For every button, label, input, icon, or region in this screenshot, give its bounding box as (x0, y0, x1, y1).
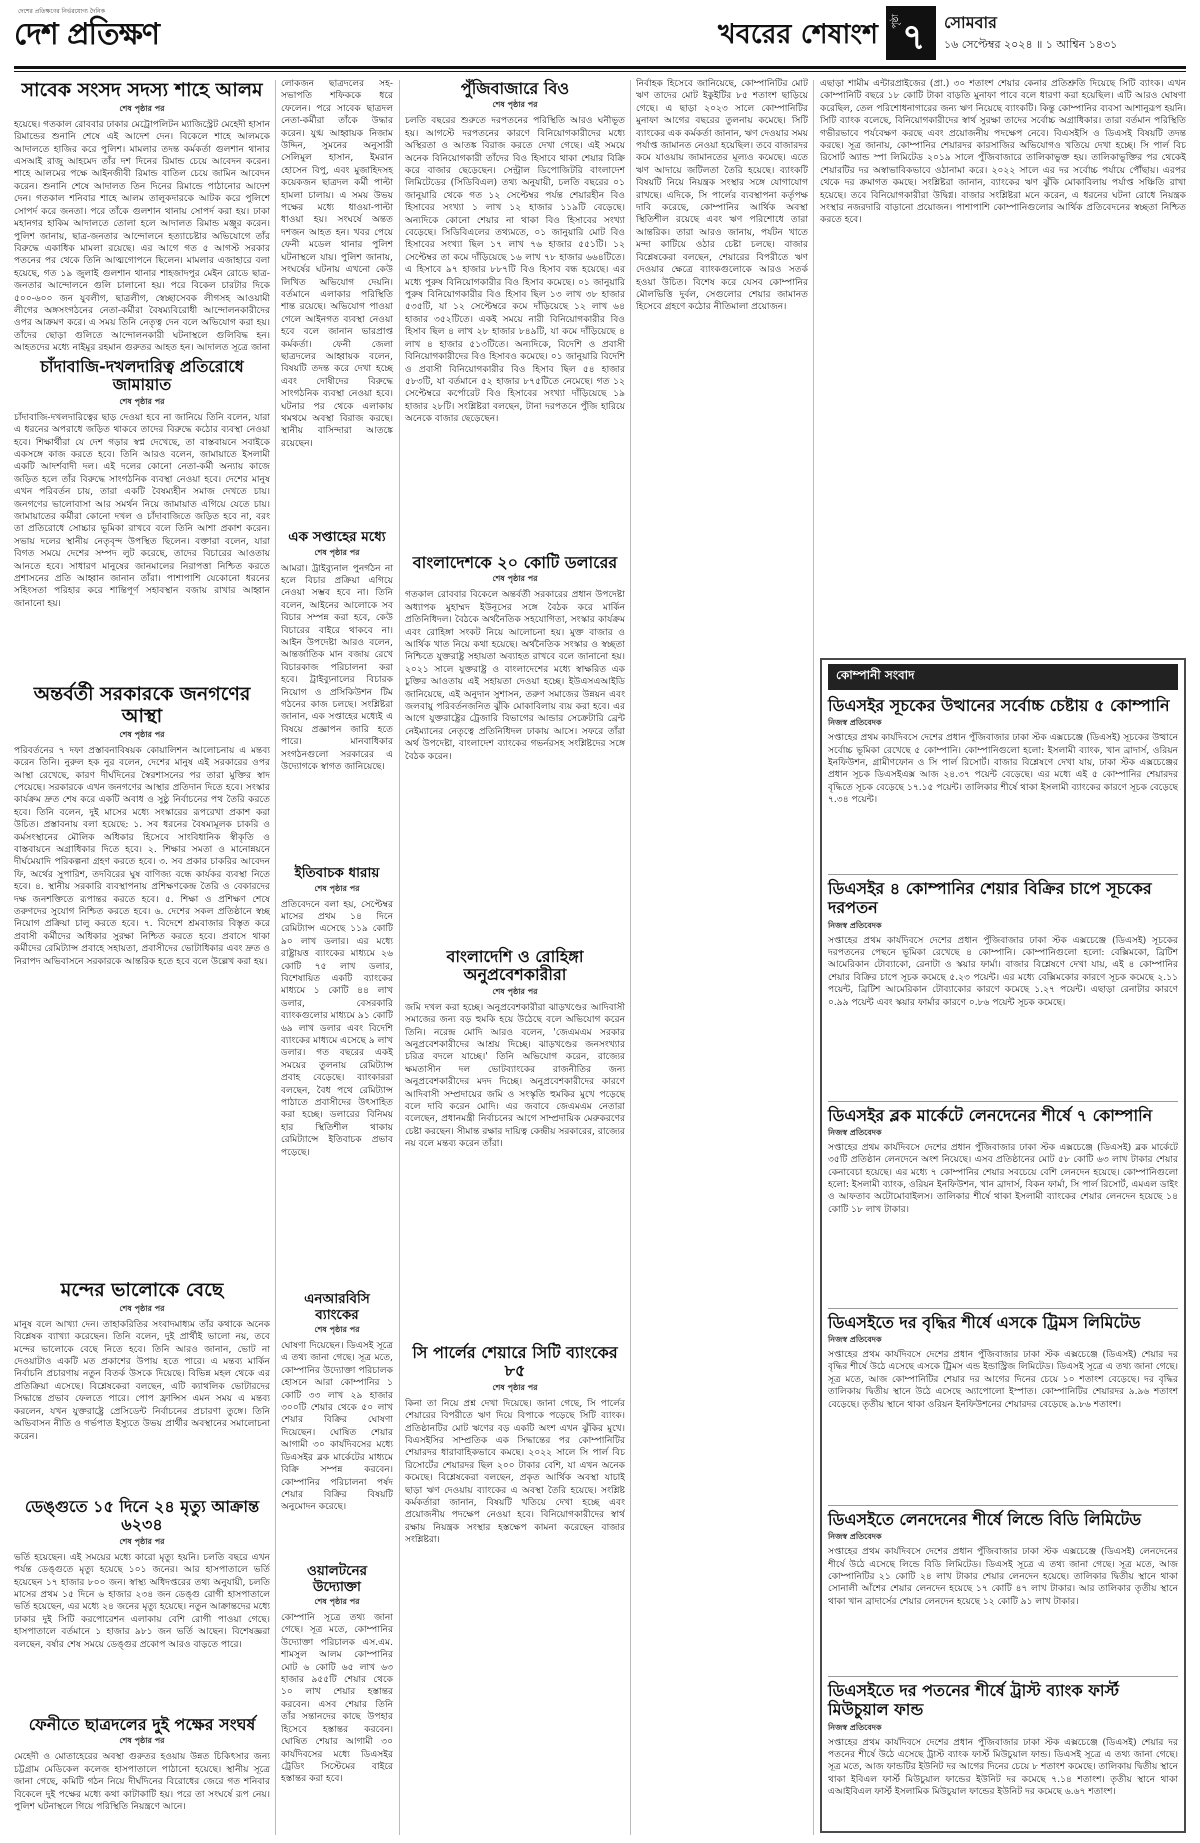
article-headline[interactable]: বাংলাদেশি ও রোহিঙ্গা অনুপ্রবেশকারীরা (446, 947, 584, 985)
news-byline: নিজস্ব প্রতিবেদক (828, 1127, 882, 1137)
news-byline: নিজস্ব প্রতিবেদক (828, 718, 882, 728)
jump-line: শেষ পৃষ্ঠার পর (119, 1536, 165, 1546)
article-headline[interactable]: মন্দের ভালোকে বেছে (60, 1279, 224, 1301)
article-body: জমি দখল করা হচ্ছে। অনুপ্রবেশকারীরা ঝাড়খণ্ডের আদিবাসী সমাজের জন্য বড় হুমকি হয়ে উঠেছে বলে অভিযোগ করেন তিনি। নরেন্দ্র মোদি আরও বলেন, 'জেএমএম সরকার অনুপ্রবেশকারীদের আশ্রয় দিচ্ছে। ঝাড়খণ্ডের জনসংখ্যার চরিত্র বদলে যাচ্ছে।' তিনি অভিযোগ করেন, রাজ্যের ক্ষমতাসীন দল ভোটব্যাংকের রাজনীতির জন্য অনুপ্রবেশকারীদের মদদ দিচ্ছে। অনুপ্রবেশকারীদের কারণে আদিবাসী সম্প্রদায়ের জমি ও সংস্কৃতি হুমকির মুখে পড়েছে বলে দাবি করেন মোদি। এর জবাবে জেএমএম নেতারা বলেছেন, প্রধানমন্ত্রী নির্বাচনের আগে সাম্প্রদায়িক মেরুকরণের চেষ্টা করছেন। সীমান্ত রক্ষার দায়িত্ব কেন্দ্রীয় সরকারের, রাজ্যের নয় বলে মন্তব্য করেন তাঁরা। (405, 1002, 625, 1150)
company-news-item[interactable] (828, 696, 1178, 868)
news-byline: নিজস্ব প্রতিবেদক (828, 1722, 882, 1732)
masthead-rule (14, 66, 1186, 69)
company-news-item[interactable] (828, 1681, 1178, 1833)
article-bo-accounts[interactable] (405, 80, 625, 548)
article-headline[interactable]: চাঁদাবাজি-দখলদারিত্ব প্রতিরোধে জামায়াত (40, 357, 244, 395)
article-body: চাঁদাবাজি-দখলদারিত্বের ছাড় দেওয়া হবে না জানিয়ে তিনি বলেন, যারা এ ধরনের অপরাধে জড়িত থাকবে তাদের বিরুদ্ধে কঠোর ব্যবস্থা নেওয়া হবে। শিক্ষার্থীরা যে দেশ গড়ার স্বপ্ন দেখেছে, তা বাস্তবায়নে সবাইকে একসঙ্গে কাজ করতে হবে। তিনি আরও বলেন, জামায়াতে ইসলামী একটি আদর্শবাদী দল। এই দলের কোনো নেতা-কর্মী অন্যায় কাজে জড়িত হলে তাঁর বিরুদ্ধে সাংগঠনিক ব্যবস্থা নেওয়া হবে। দেশের মানুষ এখন পরিবর্তন চায়, তারা একটি বৈষম্যহীন সমাজ দেখতে চায়। জনগণের ভালোবাসা আর সমর্থন নিয়ে জামায়াত এগিয়ে যেতে চায়। জামায়াতের কর্মীরা কোনো দখল ও চাঁদাবাজিতে জড়িত হবে না, বরং তা প্রতিরোধে সোচ্চার ভূমিকা রাখবে বলে তিনি আশা প্রকাশ করেন। সভায় দলের স্থানীয় নেতৃবৃন্দ উপস্থিত ছিলেন। বক্তারা বলেন, যারা বিগত সময়ে দেশের সম্পদ লুট করেছে, তাদের বিচারের আওতায় আনতে হবে। সাধারণ মানুষের জানমালের নিরাপত্তা নিশ্চিত করতে প্রশাসনের প্রতি আহ্বান জানান তাঁরা। পাশাপাশি যেকোনো ধরনের সহিংসতা পরিহার করে শান্তিপূর্ণ সহাবস্থান বজায় রাখার আহ্বান জানানো হয়। (14, 412, 270, 609)
jump-line: শেষ পৃষ্ঠার পর (314, 883, 360, 893)
article-body: মেহেদী ও মোতাহেরের অবস্থা গুরুতর হওয়ায় উন্নত চিকিৎসার জন্য চট্টগ্রাম মেডিকেল কলেজ হাসপাতালে পাঠানো হয়েছে। স্থানীয় সূত্রে জানা গেছে, কমিটি গঠন নিয়ে দীর্ঘদিনের বিরোধের জেরে গত শনিবার বিকেলে দুই পক্ষের মধ্যে কথা কাটাকাটি হয়। পরে তা সংঘর্ষে রূপ নেয়। পুলিশ ঘটনাস্থলে গিয়ে পরিস্থিতি নিয়ন্ত্রণে আনে। (14, 1752, 270, 1813)
page-number: ৭ (902, 17, 926, 58)
jump-line: শেষ পৃষ্ঠার পর (492, 986, 538, 996)
news-separator (828, 1101, 1178, 1102)
company-news-box (820, 658, 1186, 1833)
article-body: গতকাল রোববার বিকেলে অন্তর্বর্তী সরকারের প্রধান উপদেষ্টা অধ্যাপক মুহাম্মদ ইউনূসের সঙ্গে বৈঠক করে মার্কিন প্রতিনিধিদল। বৈঠকে অর্থনৈতিক সহযোগিতা, সংস্কার কার্যক্রম এবং রোহিঙ্গা সংকট নিয়ে আলোচনা হয়। মুক্ত বাজার ও আর্থিক খাত নিয়ে কথা হয়েছে। অর্থনৈতিক সংস্কার ও স্বচ্ছতা নিশ্চিতে যুক্তরাষ্ট্র সহায়তা অব্যাহত রাখবে বলে জানানো হয়। ২০২১ সালে যুক্তরাষ্ট্র ও বাংলাদেশের মধ্যে স্বাক্ষরিত এক চুক্তির আওতায় এই সহায়তা দেওয়া হচ্ছে। ইউএসএআইডি জানিয়েছে, এই অনুদান সুশাসন, তরুণ সমাজের উন্নয়ন এবং জলবায়ু পরিবর্তনজনিত ঝুঁকি মোকাবিলায় ব্যয় করা হবে। এর আগে যুক্তরাষ্ট্রের ট্রেজারি বিভাগের আন্ডার সেক্রেটারি ব্রেন্ট নেইম্যানের নেতৃত্বে প্রতিনিধিদল ঢাকায় আসে। সফরে তাঁরা অর্থ উপদেষ্টা, বাংলাদেশ ব্যাংকের গভর্নরসহ সংশ্লিষ্টদের সঙ্গে বৈঠক করেন। (405, 590, 625, 762)
article-headline[interactable]: ওয়ালটনের উদ্যোক্তা (306, 1563, 368, 1595)
article-sea-pearl-continued[interactable] (636, 78, 808, 646)
news-body: সপ্তাহের প্রথম কার্যদিবসে দেশের প্রধান পুঁজিবাজার ঢাকা স্টক এক্সচেঞ্জে (ডিএসই) সূচকের উত্থানে সর্বোচ্চ ভূমিকা রেখেছে ৫ কোম্পানি। কোম্পানিগুলো হলো: ইসলামী ব্যাংক, খান ব্রাদার্স, ওরিয়ন ইনফিউশন, গ্রামীণফোন ও সি পার্ল রিসোর্ট। বাজার বিশ্লেষণে দেখা যায়, ঢাকা স্টক এক্সচেঞ্জের প্রধান সূচক ডিএসইএক্স আজ ২৪.৩৭ পয়েন্ট বেড়েছে। এর মধ্যে এই ৫ কোম্পানির শেয়ারদর বৃদ্ধিতে সূচক বেড়েছে ১৭.১৫ পয়েন্ট। তালিকার শীর্ষে থাকা ইসলামী ব্যাংকের কারণে সূচক বেড়েছে ৭.৩৪ পয়েন্ট। (828, 733, 1178, 806)
news-byline: নিজস্ব প্রতিবেদক (828, 1532, 882, 1542)
news-body: সপ্তাহের প্রথম কার্যদিবসে দেশের প্রধান পুঁজিবাজার ঢাকা স্টক এক্সচেঞ্জে (ডিএসই) ব্লক মার্কেটে ৩৫টি প্রতিষ্ঠান লেনদেনে অংশ নিয়েছে। এসব প্রতিষ্ঠানের মোট ৫৮ কোটি ৬৩ লাখ টাকার শেয়ার কেনাবেচা হয়েছে। এর মধ্যে ৭ কোম্পানির শেয়ার সবচেয়ে বেশি লেনদেন হয়েছে। কোম্পানিগুলো হলো: ইসলামী ব্যাংক, ওরিয়ন ইনফিউশন, খান ব্রাদার্স, বিকন ফার্মা, সি পার্ল রিসোর্ট, এমএল ডাইং ও আফতাব অটোমোবাইলস। তালিকার শীর্ষে থাকা ইসলামী ব্যাংকের শেয়ার লেনদেন হয়েছে ১৪ কোটি ১৮ লাখ টাকার। (828, 1142, 1178, 1215)
dateline-date: ১৬ সেপ্টেম্বর ২০২৪ ॥ ১ আশ্বিন ১৪৩১ (944, 38, 1118, 51)
article-headline[interactable]: ডেঙ্গুতে ১৫ দিনে ২৪ মৃত্যু আক্রান্ত ৬২৩৪ (24, 1497, 260, 1535)
article-interim-govt[interactable] (14, 684, 270, 1274)
section-title: খবরের শেষাংশ (718, 19, 878, 50)
news-headline[interactable]: ডিএসইতে লেনদেনের শীর্ষে লিন্ডে বিডি লিমিটেড (828, 1509, 1142, 1529)
jump-line: শেষ পৃষ্ঠার পর (119, 103, 165, 113)
article-lesser-evil[interactable] (14, 1280, 270, 1492)
article-walton-sponsor[interactable] (281, 1564, 393, 1833)
jump-line: শেষ পৃষ্ঠার পর (314, 547, 360, 557)
article-sea-pearl[interactable] (405, 1344, 625, 1833)
article-body: এছাড়া শামীম এন্টারপ্রাইজের (প্রা.) ৩০ শতাংশ শেয়ার কেনার প্রতিশ্রুতি দিয়েছে সিটি ব্যাংক। এখন কোম্পানিটি বছরে ১৮ কোটি টাকা বাড়তি মুনাফা পাবে বলে ধারণা করা হয়েছিল। এটি আরও ঘোষণা করেছিল, তেল পরিশোধনাগারের জন্য ঋণ নিয়েছে ব্যাংকটি। কিন্তু কোম্পানির ব্যবসা আশানুরূপ হয়নি। সিটি ব্যাংক বলেছে, বিনিয়োগকারীদের স্বার্থ সুরক্ষা তাদের সর্বোচ্চ অগ্রাধিকার। তারা বর্তমান পরিস্থিতি গভীরভাবে পর্যবেক্ষণ করছে এবং প্রয়োজনীয় পদক্ষেপ নেবে। বিএসইসি ও ডিএসই বিষয়টি তদন্ত করছে। সূত্র জানায়, কোম্পানির শেয়ারদর কারসাজির অভিযোগও খতিয়ে দেখা হচ্ছে। সি পার্ল বিচ রিসোর্ট অ্যান্ড স্পা লিমিটেড ২০১৯ সালে পুঁজিবাজারে তালিকাভুক্ত হয়। তালিকাভুক্তির পর থেকেই শেয়ারটির দর অস্বাভাবিকভাবে ওঠানামা করে। ২০২২ সালে এর দর সর্বোচ্চ পর্যায়ে পৌঁছায়। এরপর থেকে দর ক্রমাগত কমছে। সংশ্লিষ্টরা জানান, ব্যাংকের ঋণ ঝুঁকি মোকাবিলায় পর্যাপ্ত সঞ্চিতি রাখা হয়েছে। তবে বিনিয়োগকারীরা উদ্বিগ্ন। বাজার সংশ্লিষ্টরা মনে করেন, এ ধরনের ঘটনা রোধে নিয়ন্ত্রক সংস্থার নজরদারি বাড়ানো প্রয়োজন। পাশাপাশি কোম্পানিগুলোর আর্থিক প্রতিবেদনের স্বচ্ছতা নিশ্চিত করতে হবে। (820, 79, 1186, 226)
article-body: কিনা তা নিয়ে প্রশ্ন দেখা দিয়েছে। জানা গেছে, সি পার্লের শেয়ারের বিপরীতে ঋণ দিয়ে বিপাকে পড়েছে সিটি ব্যাংক। প্রতিষ্ঠানটির মোট ঋণের বড় একটি অংশ এখন ঝুঁকির মুখে। বিএসইসির সাম্প্রতিক এক সিদ্ধান্তের পর কোম্পানিটির শেয়ারদর ধারাবাহিকভাবে কমছে। ২০২২ সালে সি পার্ল বিচ রিসোর্টের শেয়ারদর ছিল ২০০ টাকার বেশি, যা এখন অনেক কমেছে। বিশ্লেষকেরা বলছেন, প্রকৃত আর্থিক অবস্থা যাচাই ছাড়া ঋণ দেওয়ায় ব্যাংকের এ অবস্থা তৈরি হয়েছে। সংশ্লিষ্ট কর্মকর্তারা জানান, বিষয়টি খতিয়ে দেখা হচ্ছে এবং প্রয়োজনীয় পদক্ষেপ নেওয়া হবে। বিনিয়োগকারীদের স্বার্থ রক্ষায় নিয়ন্ত্রক সংস্থার হস্তক্ষেপ কামনা করেছেন বাজার সংশ্লিষ্টরা। (405, 1398, 625, 1546)
company-news-item[interactable] (828, 879, 1178, 1094)
news-separator (828, 1676, 1178, 1677)
article-headline[interactable]: ফেনীতে ছাত্রদলের দুই পক্ষের সংঘর্ষ (28, 1715, 256, 1734)
article-body: কোম্পানি সূত্রে তথ্য জানা গেছে। সূত্র মতে, কোম্পানির উদ্যোক্তা পরিচালক এস.এম. শামসুল আলম কোম্পানির মোট ৬ কোটি ৬৫ লাখ ৬৩ হাজার ৯৫৫টি শেয়ার থেকে ১০ লাখ শেয়ার হস্তান্তর করবেন। এসব শেয়ার তিনি তাঁর সন্তানদের কাছে উপহার হিসেবে হস্তান্তর করবেন। ঘোষিত শেয়ার আগামী ৩০ কার্যদিবসের মধ্যে ডিএসইর ট্রেডিং সিস্টেমের বাইরে হস্তান্তর করা হবে। (281, 1613, 393, 1785)
article-positive-trend[interactable] (281, 866, 393, 1286)
news-separator (828, 874, 1178, 875)
column-divider (399, 80, 400, 1835)
news-byline: নিজস্ব প্রতিবেদক (828, 1334, 882, 1344)
column-divider (275, 80, 276, 1835)
dateline-day: সোমবার (944, 13, 997, 32)
page-number-box (886, 6, 936, 60)
news-body: সপ্তাহের প্রথম কার্যদিবসে দেশের প্রধান পুঁজিবাজার ঢাকা স্টক এক্সচেঞ্জে (ডিএসই) শেয়ার দর বৃদ্ধির শীর্ষে উঠে এসেছে এসকে ট্রিমস এন্ড ইন্ডাস্ট্রিজ লিমিটেড। ডিএসই সূত্রে এ তথ্য জানা গেছে। সূত্র মতে, আজ কোম্পানিটির শেয়ার দর আগের দিনের চেয়ে ১০ শতাংশ বেড়েছে। দর বৃদ্ধির তালিকায় দ্বিতীয় স্থানে উঠে এসেছে অ্যাপোলো ইস্পাত। কোম্পানিটির শেয়ারদর ৯.৯৬ শতাংশ বেড়েছে। তৃতীয় স্থানে থাকা ওরিয়ন ইনফিউশনের শেয়ারদর বেড়েছে ৯.৮৬ শতাংশ। (828, 1349, 1178, 1410)
article-us-grant[interactable] (405, 554, 625, 942)
article-body: মানুষ বলে আখ্যা দেন। তাহাকরিতির সংবাদমাধ্যম তাঁর কথাকে অনেক বিশ্লেষক ব্যাখ্যা করেছেন। তিনি বলেন, দুই প্রার্থীই ভালো নয়, তবে মন্দের ভালোকে বেছে নিতে হবে। তিনি আরও জানান, ভোট না দেওয়াটাও একটি মত প্রকাশের উপায় হতে পারে। এ মন্তব্য মার্কিন নির্বাচনি প্রচারণায় নতুন বিতর্ক উসকে দিয়েছে। বিভিন্ন মহল থেকে এর প্রতিক্রিয়া এসেছে। বিশ্লেষকেরা বলছেন, এটি ক্যাথলিক ভোটারদের সিদ্ধান্তে প্রভাব ফেলতে পারে। পোপ ফ্রান্সিস এমন সময় এ মন্তব্য করলেন, যখন যুক্তরাষ্ট্রে প্রেসিডেন্ট নির্বাচনের প্রচারণা তুঙ্গে। তিনি অভিবাসন নীতি ও গর্ভপাত ইস্যুতে উভয় প্রার্থীর অবস্থানের সমালোচনা করেন। (14, 1319, 270, 1442)
article-body: চলতি বছরের শুরুতে দরপতনের পরিস্থিতি আরও ঘনীভূত হয়। আগস্টে দরপতনের কারণে বিনিয়োগকারীদের মধ্যে অস্থিরতা ও আতঙ্ক বিরাজ করতে দেখা গেছে। এই সময়ে অনেক বিনিয়োগকারী তাঁদের বিও হিসাবে থাকা শেয়ার বিক্রি করে বাজার ছেড়েছেন। সেন্ট্রাল ডিপোজিটরি বাংলাদেশ লিমিটেডের (সিডিবিএল) তথ্য অনুযায়ী, চলতি বছরের ০১ জানুয়ারি থেকে গত ১২ সেপ্টেম্বর পর্যন্ত শেয়ারহীন বিও হিসাবের সংখ্যা ১ লাখ ১২ হাজার ১১৯টি বেড়েছে। অন্যদিকে কোনো শেয়ার না থাকা বিও হিসাবের সংখ্যা বেড়েছে। সিডিবিএলের তথ্যমতে, ০১ জানুয়ারি মোট বিও হিসাবের সংখ্যা ছিল ১৭ লাখ ৭৬ হাজার ৫৫১টি। ১২ সেপ্টেম্বর তা কমে দাঁড়িয়েছে ১৬ লাখ ৭৮ হাজার ৬৬৪টিতে। এ হিসাবে ৯৭ হাজার ৮৮৭টি বিও হিসাব বন্ধ হয়েছে। এর মধ্যে পুরুষ বিনিয়োগকারীর বিও হিসাব কমেছে। ০১ জানুয়ারি পুরুষ বিনিয়োগকারীর বিও হিসাব ছিল ১৩ লাখ ৩৮ হাজার ৫৩৫টি, যা ১২ সেপ্টেম্বরে কমে দাঁড়িয়েছে ১২ লাখ ৬৪ হাজার ৩৫২টিতে। একই সময়ে নারী বিনিয়োগকারীর বিও হিসাব ছিল ৪ লাখ ২৮ হাজার ৮৪৯টি, যা কমে দাঁড়িয়েছে ৪ লাখ ৪ হাজার ৫১৩টিতে। অন্যদিকে, বিদেশি ও প্রবাসী বিনিয়োগকারীদের বিও হিসাবও কমেছে। ০১ জানুয়ারি বিদেশি ও প্রবাসী বিনিয়োগকারীর বিও হিসাব ছিল ৫৪ হাজার ৫৮৩টি, যা বর্তমানে ৫২ হাজার ৮৭৫টিতে নেমেছে। গত ১২ সেপ্টেম্বরে কর্পোরেট বিও হিসাবের সংখ্যা দাঁড়িয়েছে ১৯ হাজার ২৮টি। সংশ্লিষ্টরা বলছেন, টানা দরপতনে পুঁজি হারিয়ে অনেকে বাজার ছেড়েছেন। (405, 116, 625, 425)
article-infiltrators[interactable] (405, 948, 625, 1338)
column-divider (813, 80, 814, 1835)
company-news-item[interactable] (828, 1313, 1178, 1499)
article-body: প্রতিবেদনে বলা হয়, সেপ্টেম্বর মাসের প্রথম ১৪ দিনে রেমিট্যান্স এসেছে ১১৯ কোটি ৯০ লাখ ডলার। এর মধ্যে রাষ্ট্রায়ত্ত ব্যাংকের মাধ্যমে ২৬ কোটি ৭৫ লাখ ডলার, বিশেষায়িত একটি ব্যাংকের মাধ্যমে ১ কোটি ৪৪ লাখ ডলার, বেসরকারি ব্যাংকগুলোর মাধ্যমে ৯১ কোটি ৬৯ লাখ ডলার এবং বিদেশি ব্যাংকের মাধ্যমে এসেছে ৯ লাখ ডলার। গত বছরের একই সময়ের তুলনায় রেমিট্যান্স প্রবাহ বেড়েছে। ব্যাংকাররা বলছেন, বৈধ পথে রেমিট্যান্স পাঠাতে প্রবাসীদের উৎসাহিত করা হচ্ছে। ডলারের বিনিময় হার স্থিতিশীল থাকায় রেমিট্যান্সে ইতিবাচক প্রভাব পড়েছে। (281, 899, 393, 1158)
news-headline[interactable]: ডিএসইর ৪ কোম্পানির শেয়ার বিক্রির চাপে সূচকের দরপতন (828, 879, 1152, 918)
article-body: আমরা। ট্রাইব্যুনাল পুনর্গঠন না হলে বিচার প্রক্রিয়া এগিয়ে নেওয়া সম্ভব হবে না। তিনি বলেন, আইনের আলোকে সব বিচার সম্পন্ন করা হবে, কেউ বিচারের বাইরে থাকবে না। আইন উপদেষ্টা আরও বলেন, আন্তর্জাতিক মান বজায় রেখে বিচারকাজ পরিচালনা করা হবে। ট্রাইব্যুনালের বিচারক নিয়োগ ও প্রসিকিউশন টিম গঠনের কাজ চলছে। সংশ্লিষ্টরা জানান, এক সপ্তাহের মধ্যেই এ বিষয়ে প্রজ্ঞাপন জারি হতে পারে। মানবাধিকার সংগঠনগুলো সরকারের এ উদ্যোগকে স্বাগত জানিয়েছে। (281, 563, 393, 773)
news-separator (828, 1505, 1178, 1506)
news-headline[interactable]: ডিএসইর ব্লক মার্কেটে লেনদেনের শীর্ষে ৭ কোম্পানি (828, 1105, 1153, 1125)
news-headline[interactable]: ডিএসইতে দর বৃদ্ধির শীর্ষে এসকে ট্রিমস লিমিটেড (828, 1312, 1141, 1332)
jump-line: শেষ পৃষ্ঠার পর (119, 1303, 165, 1313)
article-feni-continued[interactable] (281, 78, 393, 524)
company-news-title: কোম্পানী সংবাদ (828, 664, 1178, 690)
logo-name: দেশ প্রতিক্ষণ (14, 17, 160, 52)
column-5 (820, 78, 1186, 648)
jump-line: শেষ পৃষ্ঠার পর (119, 729, 165, 739)
logo-tagline: দেশের প্রতিক্ষণের নির্ভরযোগ্য দৈনিক (18, 8, 105, 15)
article-headline[interactable]: এক সপ্তাহের মধ্যে (288, 529, 386, 545)
jump-line: শেষ পৃষ্ঠার পর (314, 1597, 360, 1607)
company-news-item[interactable] (828, 1510, 1178, 1670)
column-4 (636, 78, 808, 648)
article-body: পরিবর্তনের ৭ দফা প্রস্তাবনাবিষয়ক কোয়ালিশন আলোচনায় এ মন্তব্য করেন তিনি। নুরুল হক নুর বলেন, দেশের মানুষ এই সরকারের ওপর আস্থা রেখেছে, কারণ দীর্ঘদিনের স্বৈরশাসনের পর তারা মুক্তির স্বাদ পেয়েছে। সরকারকে এখন জনগণের আস্থার প্রতিদান দিতে হবে। সংস্কার কার্যক্রম দ্রুত শেষ করে একটি অবাধ ও সুষ্ঠু নির্বাচনের পথ তৈরি করতে হবে। তিনি বলেন, দুই মাসের মধ্যে সংস্কারের রূপরেখা প্রকাশ করা উচিত। প্রস্তাবনায় বলা হয়েছে: ১. সব ধরনের বৈষম্যমূলক চাকরি ও কর্মসংস্থানের মৌলিক অধিকার হিসেবে সাংবিধানিক স্বীকৃতি ও বাস্তবায়নে অগ্রাধিকার দিতে হবে। ২. শিক্ষার সমতা ও মানোন্নয়নে দীর্ঘমেয়াদি পরিকল্পনা গ্রহণ করতে হবে। ৩. সব প্রকার চাকরির আবেদন ফি, অর্থের সুপারিশ, তদবিরের ঘুষ বাণিজ্য বন্ধে কার্যকর ব্যবস্থা নিতে হবে। ৪. স্থানীয় সরকারি ব্যবস্থাপনায় প্রশিক্ষণকেন্দ্র তৈরি ও বেকারদের দক্ষ জনশক্তিতে রূপান্তর করতে হবে। ৫. শিক্ষা ও প্রশিক্ষণ শেষে তরুণদের সুযোগ নিশ্চিত করতে হবে। ৬. দেশের সকল প্রতিষ্ঠানে স্বচ্ছ নিয়োগ প্রক্রিয়া চালু করতে হবে। ৭. বিদেশে শ্রমবাজার বিস্তৃত করে প্রবাসী কর্মীদের অধিকার সুরক্ষা নিশ্চিত করতে হবে। প্রবাসে থাকা কর্মীদের রেমিট্যান্স প্রবাহে সহায়তা, প্রবাসীদের ভোটাধিকার এবং দ্রুত ও নিরাপদ অভিবাসনে সরকারকে আন্তরিক হতে হবে বলে উল্লেখ করা হয়। (14, 745, 270, 967)
column-3 (405, 78, 625, 1833)
article-headline[interactable]: সাবেক সংসদ সদস্য শাহে আলম (21, 79, 263, 101)
news-headline[interactable]: ডিএসইতে দর পতনের শীর্ষে ট্রাস্ট ব্যাংক ফার্স্ট মিউচুয়াল ফান্ড (828, 1681, 1120, 1720)
article-headline[interactable]: পুঁজিবাজারে বিও (460, 79, 570, 98)
article-headline[interactable]: ইতিবাচক ধারায় (294, 865, 380, 881)
company-news-item[interactable] (828, 1106, 1178, 1302)
article-headline[interactable]: সি পার্লের শেয়ারে সিটি ব্যাংকের ৮৫ (412, 1343, 618, 1381)
article-body: লোকজন ছাত্রদলের সহ-সভাপতি শফিককে ধরে ফেলেন। পরে সাবেক ছাত্রদল নেতা-কর্মীরা তাঁকে উদ্ধার করেন। যুগ্ম আহ্বায়ক নিজাম উদ্দিন, সুমনের অনুসারী সেলিমুল হাসান, ইমরান হোসেন বিপু, এবং মুজাহিদসহ কয়েকজন ছাত্রদল কর্মী পাল্টা হামলা চালায়। এ সময় উভয় পক্ষের মধ্যে ধাওয়া-পাল্টা ধাওয়া হয়। সংঘর্ষে অন্তত দশজন আহত হন। খবর পেয়ে ফেনী মডেল থানার পুলিশ ঘটনাস্থলে যায়। পুলিশ জানায়, সংঘর্ষের ঘটনায় এখনো কেউ লিখিত অভিযোগ দেয়নি। বর্তমানে এলাকার পরিস্থিতি শান্ত রয়েছে। অভিযোগ পাওয়া গেলে আইনগত ব্যবস্থা নেওয়া হবে বলে জানান ভারপ্রাপ্ত কর্মকর্তা। ফেনী জেলা ছাত্রদলের আহ্বায়ক বলেন, বিষয়টি তদন্ত করে দেখা হচ্ছে এবং দোষীদের বিরুদ্ধে সাংগঠনিক ব্যবস্থা নেওয়া হবে। ঘটনার পর থেকে এলাকায় থমথমে অবস্থা বিরাজ করছে। স্থানীয় বাসিন্দারা আতঙ্কে রয়েছেন। (281, 79, 393, 449)
article-dengue[interactable] (14, 1498, 270, 1710)
column-divider (630, 80, 631, 1835)
masthead (0, 0, 1200, 84)
jump-line: শেষ পৃষ্ঠার পর (119, 1736, 165, 1746)
article-jamaat[interactable] (14, 358, 270, 678)
article-feni-clash[interactable] (14, 1716, 270, 1833)
news-byline: নিজস্ব প্রতিবেদক (828, 920, 882, 930)
jump-line: শেষ পৃষ্ঠার পর (492, 1382, 538, 1392)
news-body: সপ্তাহের প্রথম কার্যদিবসে দেশের প্রধান পুঁজিবাজার ঢাকা স্টক এক্সচেঞ্জে (ডিএসই) লেনদেনের শীর্ষে উঠে এসেছে লিন্ডে বিডি লিমিটেড। ডিএসই সূত্রে এ তথ্য জানা গেছে। সূত্র মতে, আজ কোম্পানিটির ২১ কোটি ২৪ লাখ টাকার শেয়ার লেনদেন হয়েছে। তালিকার দ্বিতীয় স্থানে থাকা সোনালী আঁশের শেয়ার লেনদেন হয়েছে ১৭ কোটি ৪৭ লাখ টাকার। আর তালিকার তৃতীয় স্থানে থাকা খান ব্রাদার্সের শেয়ার লেনদেন হয়েছে ১২ কোটি ৯১ লাখ টাকার। (828, 1547, 1178, 1607)
article-body: হয়েছে। গতকাল রোববার ঢাকার মেট্রোপলিটন ম্যাজিস্ট্রেট মেহেদী হাসান রিমান্ডের শুনানি শেষে এই আদেশ দেন। বিকেলে শাহে আলমকে আদালতে হাজির করে পুলিশ। মামলার তদন্ত কর্মকর্তা গুলশান থানার এসআই রাজু আহমেদ তাঁর দশ দিনের রিমান্ড চেয়ে আবেদন করেন। শাহে আলমের পক্ষে আইনজীবী রিমান্ড বাতিল চেয়ে জামিন আবেদন করেন। শুনানি শেষে আদালত তিন দিনের রিমান্ডে পাঠানোর আদেশ দেন। গতকাল শনিবার শাহে আলম তালুকদারকে আটক করে পুলিশে সোপর্দ করে জনতা। পরে তাঁকে গুলশান থানায় সোপর্দ করা হয়। ঢাকা মহানগর হাকিম আদালতে তোলা হলে আদালত রিমান্ড মঞ্জুর করেন। পুলিশ জানায়, ছাত্র-জনতার আন্দোলনে হত্যাচেষ্টার অভিযোগে তাঁর বিরুদ্ধে একাধিক মামলা রয়েছে। এর আগে গত ৫ আগস্ট সরকার পতনের পর থেকে তিনি আত্মগোপনে ছিলেন। মামলার এজাহারে বলা হয়েছে, গত ১৯ জুলাই গুলশান থানার শাহজাদপুর মেইন রোডে ছাত্র-জনতার আন্দোলনে গুলি চালানো হয়। পরে বিকেল চারটার দিকে ৫০০-৬০০ জন যুবলীগ, ছাত্রলীগ, স্বেচ্ছাসেবক লীগসহ আওয়ামী লীগের অঙ্গসংগঠনের নেতা-কর্মীরা বৈষম্যবিরোধী আন্দোলনকারীদের ওপর আক্রমণ করে। এ সময় তিনি নেতৃত্ব দেন বলে অভিযোগ করা হয়। তাঁদের ছোড়া গুলিতে আন্দোলনকারী ঘটনাস্থলে গুলিবিদ্ধ হন। আহতদের মধ্যে নাইমুর রহমান গুরুতর আহত হন। আদালত সূত্রে জানা (14, 119, 270, 354)
news-separator (828, 1308, 1178, 1309)
article-shahe-alam[interactable] (14, 80, 270, 352)
article-body: নির্বাহক হিসেবে জানিয়েছে, কোম্পানিটির মোট ঋণ তাদের মোট ইকুইটির ৮৫ শতাংশ ছাড়িয়ে গেছে। এ ছাড়া ২০২৩ সালে কোম্পানিটির মুনাফা আগের বছরের তুলনায় কমেছে। সিটি ব্যাংকের এক কর্মকর্তা জানান, ঋণ দেওয়ার সময় পর্যাপ্ত জামানত নেওয়া হয়েছিল। তবে বাজারদর কমে যাওয়ায় জামানতের মূল্যও কমেছে। এতে ঋণ আদায়ে জটিলতা তৈরি হয়েছে। ব্যাংকটি বিষয়টি নিয়ে নিয়ন্ত্রক সংস্থার সঙ্গে যোগাযোগ রাখছে। এদিকে, সি পার্লের ব্যবস্থাপনা কর্তৃপক্ষ দাবি করেছে, কোম্পানির আর্থিক অবস্থা স্থিতিশীল রয়েছে এবং ঋণ পরিশোধে তারা আন্তরিক। তারা আরও জানায়, পর্যটন খাতে মন্দা কাটিয়ে ওঠার চেষ্টা চলছে। বাজার বিশ্লেষকেরা বলছেন, শেয়ারের বিপরীতে ঋণ দেওয়ার ক্ষেত্রে ব্যাংকগুলোকে আরও সতর্ক হওয়া উচিত। বিশেষ করে যেসব কোম্পানির মৌলভিত্তি দুর্বল, সেগুলোর শেয়ার জামানত হিসেবে গ্রহণে কঠোর নীতিমালা প্রয়োজন। (636, 79, 808, 313)
article-body: ঘোষণা দিয়েছেন। ডিএসই সূত্রে এ তথ্য জানা গেছে। সূত্র মতে, কোম্পানির উদ্যোক্তা পরিচালক হোসনে আরা কোম্পানির ১ কোটি ৩৩ লাখ ২৯ হাজার ৩০০টি শেয়ার থেকে ৫০ লাখ শেয়ার বিক্রির ঘোষণা দিয়েছেন। ঘোষিত শেয়ার আগামী ৩০ কার্যদিবসের মধ্যে ডিএসইর ব্লক মার্কেটের মাধ্যমে বিক্রি সম্পন্ন করবেন। কোম্পানির পরিচালনা পর্ষদ শেয়ার বিক্রির বিষয়টি অনুমোদন করেছে। (281, 1341, 393, 1513)
jump-line: শেষ পৃষ্ঠার পর (492, 100, 538, 110)
column-1 (14, 78, 270, 1833)
newspaper-logo[interactable] (14, 6, 194, 58)
article-headline[interactable]: বাংলাদেশকে ২০ কোটি ডলারের (412, 553, 618, 572)
jump-line: শেষ পৃষ্ঠার পর (314, 1325, 360, 1335)
article-headline[interactable]: এনআরবিসি ব্যাংকের (304, 1291, 370, 1323)
jump-line: শেষ পৃষ্ঠার পর (492, 574, 538, 584)
article-nrbc-bank[interactable] (281, 1292, 393, 1558)
news-body: সপ্তাহের প্রথম কার্যদিবসে দেশের প্রধান পুঁজিবাজার ঢাকা স্টক এক্সচেঞ্জে (ডিএসই) শেয়ার দর পতনের শীর্ষে উঠে এসেছে ট্রাস্ট ব্যাংক ফার্স্ট মিউচুয়াল ফান্ড। ডিএসই সূত্রে এ তথ্য জানা গেছে। সূত্র মতে, আজ ফান্ডটির ইউনিট দর আগের দিনের চেয়ে ৮ শতাংশ কমেছে। তালিকায় দ্বিতীয় স্থানে থাকা ইবিএল ফার্স্ট মিউচুয়াল ফান্ডের ইউনিট দর কমেছে ৭.১৪ শতাংশ। তৃতীয় স্থানে থাকা এআইবিএল ফার্স্ট ইসলামিক মিউচুয়াল ফান্ডের ইউনিট দর কমেছে ৬.৬৭ শতাংশ। (828, 1737, 1178, 1798)
news-body: সপ্তাহের প্রথম কার্যদিবসে দেশের প্রধান পুঁজিবাজার ঢাকা স্টক এক্সচেঞ্জে (ডিএসই) সূচকের দরপতনের পেছনে ভূমিকা রেখেছে ৪ কোম্পানি। কোম্পানিগুলো হলো: বেক্সিমকো, ব্রিটিশ আমেরিকান টোব্যাকো, রেনাটা ও স্কয়ার ফার্মা। বাজার বিশ্লেষণে দেখা যায়, এই ৪ কোম্পানির শেয়ার বিক্রির চাপে সূচক কমেছে ৫.২৩ পয়েন্ট। এর মধ্যে বেক্সিমকোর কারণে সূচক কমেছে ২.১১ পয়েন্ট, ব্রিটিশ আমেরিকান টোব্যাকোর কারণে কমেছে ১.২৭ পয়েন্ট। এছাড়া রেনাটার কারণে ০.৯৯ পয়েন্ট এবং স্কয়ার ফার্মার কারণে ০.৮৬ পয়েন্ট সূচক কমেছে। (828, 935, 1178, 1008)
article-city-bank-continued[interactable] (820, 78, 1186, 646)
news-headline[interactable]: ডিএসইর সূচকের উত্থানের সর্বোচ্চ চেষ্টায় ৫ কোম্পানি (828, 696, 1170, 715)
article-headline[interactable]: অন্তর্বর্তী সরকারকে জনগণের আস্থা (33, 683, 251, 727)
jump-line: শেষ পৃষ্ঠার পর (119, 396, 165, 406)
masthead-rule-thin (14, 71, 1186, 72)
article-body: ভর্তি হয়েছেন। এই সময়ের মধ্যে কারো মৃত্যু হয়নি। চলতি বছরে এখন পর্যন্ত ডেঙ্গুতে মৃত্যু হয়েছে ১০১ জনের। আর হাসপাতালে ভর্তি হয়েছেন ১৭ হাজার ৮০০ জন। স্বাস্থ্য অধিদপ্তরের তথ্য অনুযায়ী, চলতি মাসের প্রথম ১৫ দিনে ৬ হাজার ২৩৪ জন ডেঙ্গু রোগী হাসপাতালে ভর্তি হয়েছেন, এর মধ্যে ২৪ জনের মৃত্যু হয়েছে। নতুন আক্রান্তদের মধ্যে ঢাকার দুই সিটি করপোরেশন এলাকায় বেশি রোগী পাওয়া গেছে। হাসপাতালে বর্তমানে ১ হাজার ৯৮১ জন ভর্তি আছেন। বিশেষজ্ঞরা বলছেন, বর্ষার শেষ সময়ে ডেঙ্গুর প্রকোপ আরও বাড়তে পারে। (14, 1552, 270, 1650)
page-label: পৃষ্ঠা (891, 14, 901, 29)
article-one-week[interactable] (281, 530, 393, 860)
column-2 (281, 78, 393, 1833)
